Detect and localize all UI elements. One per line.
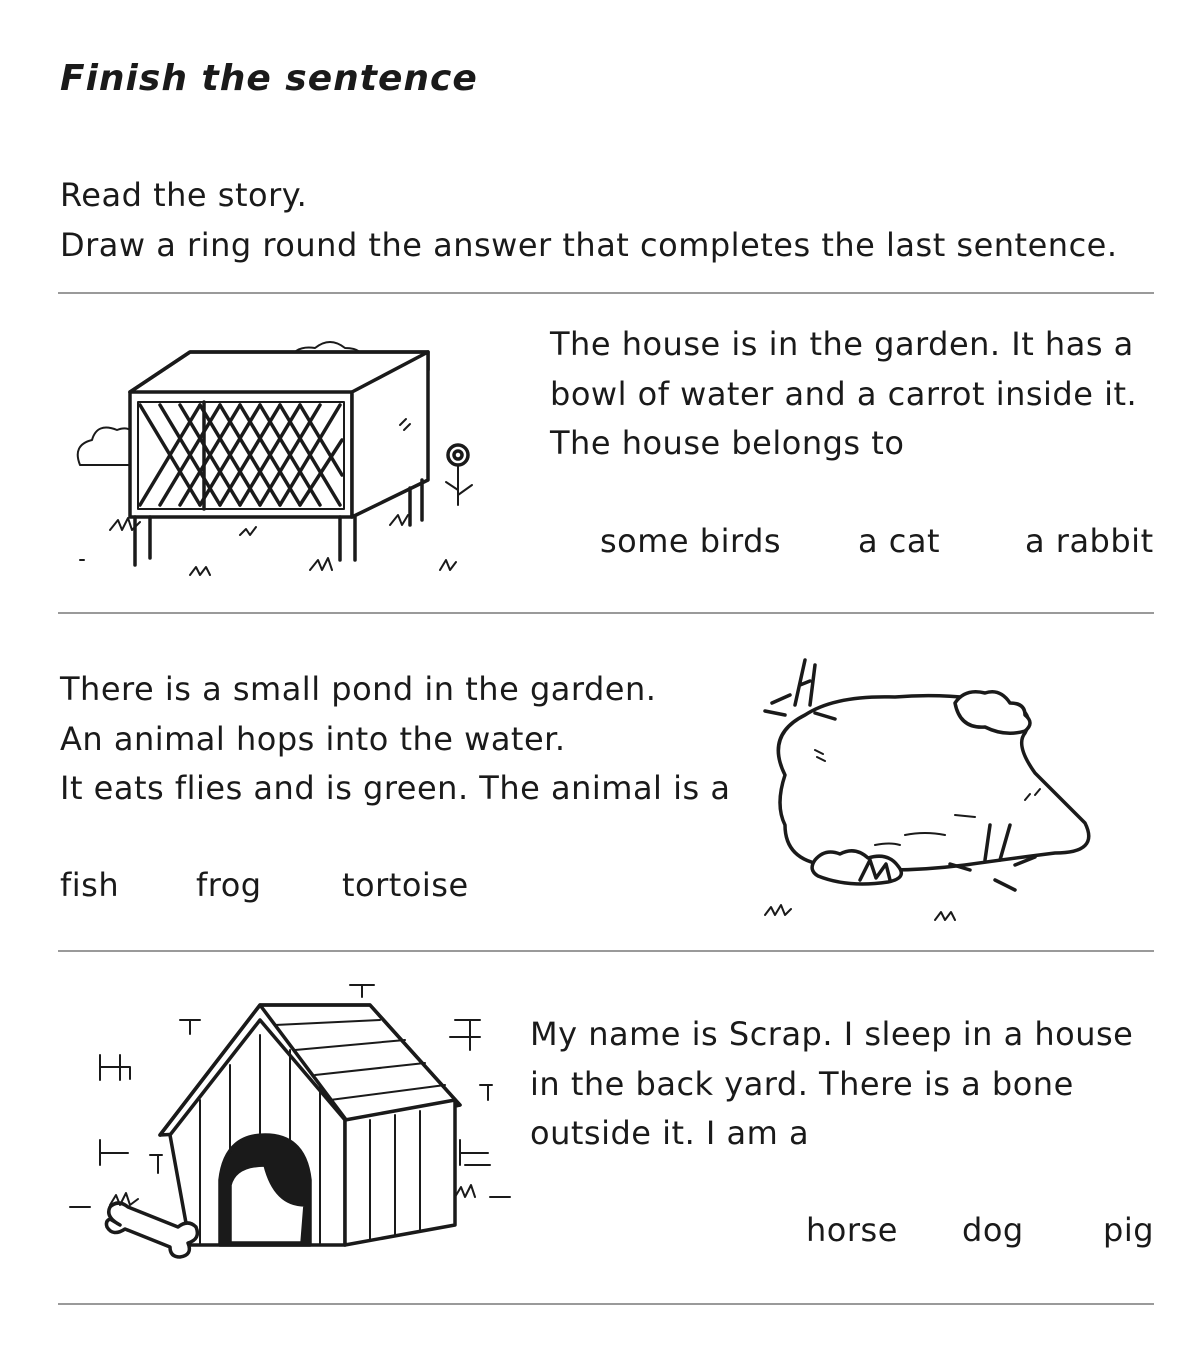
answer-option[interactable]: horse <box>806 1211 898 1249</box>
answer-option[interactable]: a cat <box>858 522 941 560</box>
answer-option[interactable]: tortoise <box>342 866 469 904</box>
divider <box>58 950 1154 952</box>
instruction-line-1: Read the story. <box>60 176 308 214</box>
story-2 <box>60 665 730 814</box>
divider <box>58 612 1154 614</box>
story-line: It eats flies and is green. The animal is a <box>60 769 731 807</box>
story-line: An animal hops into the water. <box>60 719 566 758</box>
answer-option[interactable]: frog <box>196 866 262 904</box>
dog-kennel-illustration <box>70 975 520 1285</box>
story-3 <box>530 1010 1133 1159</box>
story-line: in the back yard. There is a bone <box>530 1064 1074 1103</box>
divider <box>58 1303 1154 1305</box>
story-1 <box>550 320 1137 469</box>
answer-option[interactable]: some birds <box>600 522 782 560</box>
divider <box>58 292 1154 294</box>
story-line: The house belongs to <box>550 424 905 462</box>
story-line: bowl of water and a carrot inside it. <box>550 374 1138 413</box>
answer-option[interactable]: a rabbit <box>1025 522 1154 560</box>
instruction-line-2: Draw a ring round the answer that completes the last sentence. <box>60 226 1118 264</box>
story-line: The house is in the garden. It has a <box>550 325 1134 363</box>
answer-option[interactable]: dog <box>962 1211 1024 1249</box>
pond-illustration <box>755 655 1095 925</box>
story-line: My name is Scrap. I sleep in a house <box>530 1015 1134 1053</box>
answer-option[interactable]: pig <box>1103 1211 1155 1249</box>
worksheet-title: Finish the sentence <box>60 58 478 99</box>
story-line: outside it. I am a <box>530 1114 810 1152</box>
answer-option[interactable]: fish <box>60 866 120 904</box>
story-line: There is a small pond in the garden. <box>60 670 657 708</box>
rabbit-hutch-illustration <box>60 330 500 590</box>
